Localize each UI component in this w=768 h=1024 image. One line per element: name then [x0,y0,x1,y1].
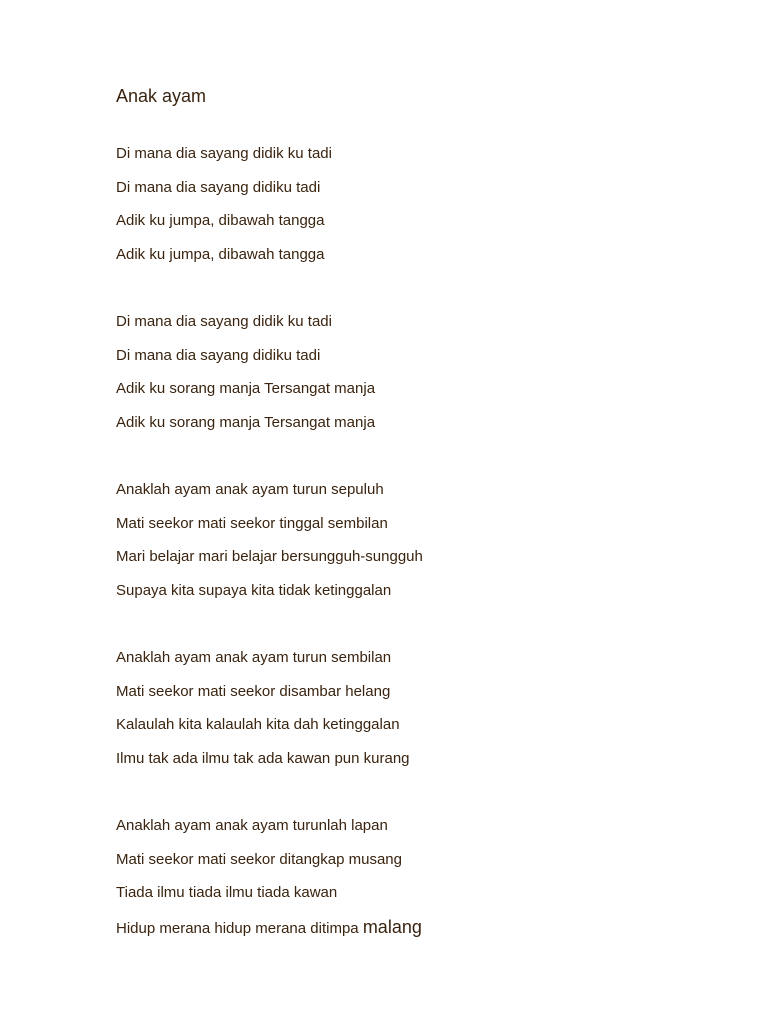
stanza-4 [116,649,410,783]
poem-line: Di mana dia sayang didiku tadi [116,346,321,364]
poem-line: Di mana dia sayang didik ku tadi [116,313,332,330]
poem-line: Anaklah ayam anak ayam turun sembilan [116,649,392,666]
poem-last-word: malang [362,916,422,937]
stanza-1 [116,145,332,279]
document-title: Anak ayam [116,86,207,106]
poem-line: Mati seekor mati seekor disambar helang [116,682,391,700]
poem-line: Di mana dia sayang didik ku tadi [116,145,332,162]
poem-line: Adik ku sorang manja Tersangat manja [116,413,376,431]
poem-line: Supaya kita supaya kita tidak ketinggalan [116,581,392,599]
poem-line: Mari belajar mari belajar bersungguh-sungguh [116,548,423,566]
stanza-3 [116,481,423,615]
poem-line-last [116,918,422,952]
poem-line-text: Hidup merana hidup merana ditimpa [116,919,363,937]
poem-line: Anaklah ayam anak ayam turunlah lapan [116,817,388,834]
stanza-5 [116,817,422,951]
poem-line: Adik ku sorang manja Tersangat manja [116,380,376,398]
poem-line: Adik ku jumpa, dibawah tangga [116,212,325,230]
stanza-2 [116,313,375,447]
poem-line: Di mana dia sayang didiku tadi [116,178,321,196]
poem-line: Mati seekor mati seekor ditangkap musang [116,850,402,868]
poem-line: Ilmu tak ada ilmu tak ada kawan pun kurang [116,749,410,767]
poem-line: Kalaulah kita kalaulah kita dah ketinggalan [116,716,400,734]
poem-line: Anaklah ayam anak ayam turun sepuluh [116,481,384,498]
poem-line: Adik ku jumpa, dibawah tangga [116,245,325,263]
poem-line: Tiada ilmu tiada ilmu tiada kawan [116,884,338,902]
poem-line: Mati seekor mati seekor tinggal sembilan [116,514,388,532]
